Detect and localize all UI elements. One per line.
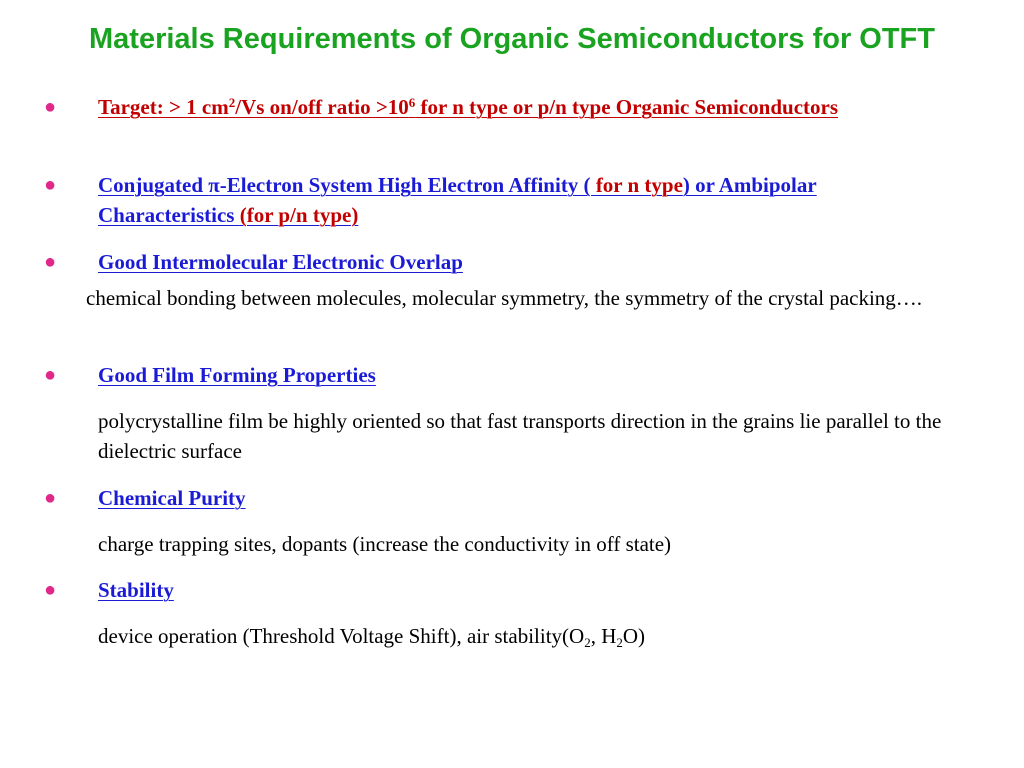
target-sup-ratio: 6 [408, 95, 416, 110]
bullet-icon: ● [44, 96, 57, 118]
stability-desc-mid: , H [590, 624, 617, 648]
bullet-icon: ● [44, 251, 57, 273]
requirement-stability-label: Stability [98, 578, 174, 602]
target-text-end: for n type or p/n type Organic Semiconductors [415, 95, 839, 119]
requirement-conjugated [98, 170, 958, 230]
conjugated-text-pntype: (for p/n type) [239, 203, 359, 227]
requirement-stability-desc [98, 621, 968, 651]
requirement-film-desc: polycrystalline film be highly oriented so that fast transports direction in the grains lie parallel to the dielectric surface [98, 409, 942, 463]
target-text-start: Target: > 1 cm [98, 95, 229, 119]
conjugated-text-d: ) or Ambipolar Characteristics [98, 173, 817, 227]
overlap-desc-text: chemical bonding between molecules, molecular symmetry, the symmetry of the crystal packing…. [86, 286, 923, 310]
requirement-overlap-label: Good Intermolecular Electronic Overlap [98, 250, 463, 274]
requirement-target [98, 92, 958, 122]
bullet-icon: ● [44, 364, 57, 386]
stability-desc-end: O) [622, 624, 646, 648]
bullet-icon: ● [44, 487, 57, 509]
conjugated-text-ntype: for n type [595, 173, 683, 197]
requirement-overlap-desc [86, 283, 956, 313]
slide-title: Materials Requirements of Organic Semiconductors for OTFT [89, 23, 935, 55]
pi-symbol: π [208, 173, 220, 197]
requirement-purity-label: Chemical Purity [98, 486, 246, 510]
requirement-purity-desc: charge trapping sites, dopants (increase the conductivity in off state) [98, 532, 672, 556]
stability-sub-o2: 2 [584, 635, 591, 650]
bullet-icon: ● [44, 579, 57, 601]
stability-desc-start: device operation (Threshold Voltage Shift), air stability(O [98, 624, 585, 648]
conjugated-text-b: -Electron System High Electron Affinity ( [219, 173, 596, 197]
bullet-icon: ● [44, 174, 57, 196]
requirement-film-label: Good Film Forming Properties [98, 363, 376, 387]
target-sup-unit: 2 [228, 95, 236, 110]
stability-sub-h2o: 2 [616, 635, 623, 650]
conjugated-text-a: Conjugated [98, 173, 209, 197]
target-text-mid: /Vs on/off ratio >10 [235, 95, 409, 119]
